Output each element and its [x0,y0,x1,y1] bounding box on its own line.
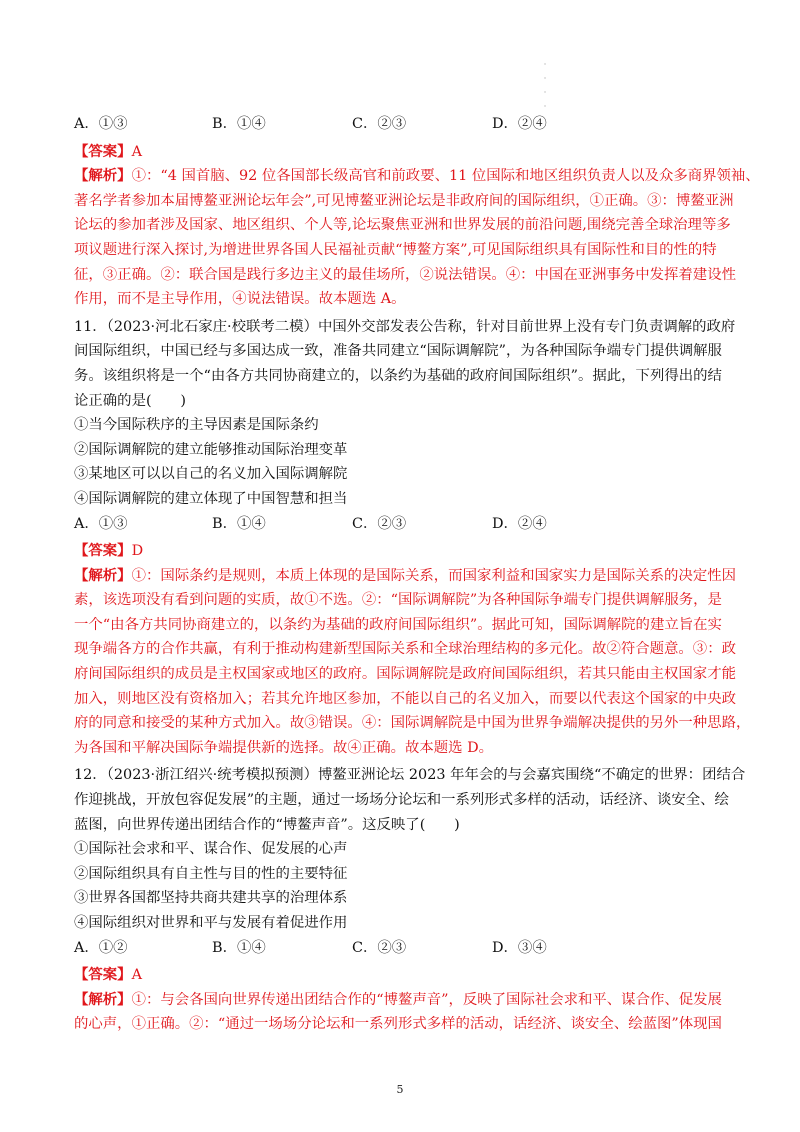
statement: ③某地区可以以自己的名义加入国际调解院 [74,466,348,483]
analysis-line: ①：“4 国首脑、92 位各国部长级高官和前政要、11 位国际和地区组织负责人以及众多商界领袖、 [131,168,760,185]
analysis-line: 现争端各方的合作共赢，有利于推动构建新型国际关系和全球治理结构的多元化。故②符合题意。③：政 [74,641,736,658]
q12-statements [74,837,726,935]
analysis-line: 府的同意和接受的某种方式加入。故③错误。④：国际调解院是中国为世界争端解决提供的另外一种思路， [74,715,751,732]
analysis-line: 作用，而不是主导作用，④说法错误。故本题选 A。 [74,291,406,308]
q12-option-a: A．①② [74,939,128,956]
q11-analysis [74,564,751,761]
margin-dots-decoration: · · · · [543,60,547,111]
statement: ①国际社会求和平、谋合作、促发展的心声 [74,841,348,858]
analysis-line: ①：与会各国向世界传递出团结合作的“博鳌声音”，反映了国际社会求和平、谋合作、促发展 [131,991,722,1008]
analysis-label: 【解析】 [74,990,132,1008]
page-content [74,112,760,1037]
q11-option-c: C．②③ [352,515,407,532]
analysis-line: 项议题进行深入探讨,为增进世界各国人民福祉贡献“博鳌方案”,可见国际组织具有国际性和目的性的特 [74,241,717,258]
answer-value: A [131,967,142,984]
q12-answer [74,963,726,988]
q11-answer [74,539,726,564]
q11-stem [74,315,736,413]
analysis-label: 【解析】 [74,167,132,185]
q10-option-d: D．②④ [492,116,547,132]
analysis-line: ①：国际条约是规则，本质上体现的是国际关系，而国家利益和国家实力是国际关系的决定性因 [131,567,736,584]
stem-line: 间国际组织，中国已经与多国达成一致，准备共同建立“国际调解院”，为各种国际争端专门提供调解服 [74,343,722,360]
stem-line: 论正确的是( ) [74,392,186,409]
statement: ②国际调解院的建立能够推动国际治理变革 [74,441,348,458]
answer-label: 【答案】 [74,142,132,160]
analysis-line: 的心声，①正确。②：“通过一场场分论坛和一系列形式多样的活动，话经济、谈安全、绘蓝图”体现国 [74,1016,722,1033]
q12-analysis [74,988,726,1037]
stem-line: 12．（2023·浙江绍兴·统考模拟预测）博鳌亚洲论坛 2023 年年会的与会嘉宾围绕“不确定的世界：团结合 [74,767,746,784]
q10-option-a: A．①③ [74,116,128,132]
page-number: 5 [396,1083,404,1096]
stem-line: 作迎挑战，开放包容促发展”的主题，通过一场场分论坛和一系列形式多样的活动，话经济、谈安全、绘 [74,792,729,809]
stem-line: 11．（2023·河北石家庄·校联考二模）中国外交部发表公告称，针对目前世界上没有专门负责调解的政府 [74,318,736,335]
q11-option-b: B．①④ [212,515,266,532]
answer-value: D [131,543,144,560]
answer-value: A [131,143,142,160]
stem-line: 务。该组织将是一个“由各方共同协商建立的，以条约为基础的政府间国际组织”。据此，下列得出的结 [74,367,722,384]
answer-label: 【答案】 [74,542,132,560]
analysis-line: 为各国和平解决国际争端提供新的选择。故④正确。故本题选 D。 [74,739,494,756]
analysis-line: 素，该选项没有看到问题的实质，故①不选。②：“国际调解院”为各种国际争端专门提供调解服务，是 [74,592,722,609]
q10-option-b: B．①④ [212,116,266,132]
statement: ③世界各国都坚持共商共建共享的治理体系 [74,890,348,907]
analysis-line: 加入，则地区没有资格加入；若其允许地区参加，不能以自己的名义加入，而要以代表这个国家的中央政 [74,690,736,707]
analysis-line: 论坛的参加者涉及国家、地区组织、个人等,论坛聚焦亚洲和世界发展的前沿问题,围绕完善全球治理等多 [74,217,731,234]
analysis-line: 一个“由各方共同协商建立的，以条约为基础的政府间国际组织”。据此可知，国际调解院的建立旨在实 [74,616,722,633]
statement: ②国际组织具有自主性与目的性的主要特征 [74,865,348,882]
q12-option-b: B．①④ [212,939,266,956]
q10-analysis [74,164,760,312]
analysis-line: 著名学者参加本届博鳌亚洲论坛年会”,可见博鳌亚洲论坛是非政府间的国际组织，①正确。③：博鳌亚洲 [74,192,734,209]
q12-options [74,936,726,961]
q11-option-d: D．②④ [492,515,547,532]
q10-options [74,112,726,137]
q10-option-c: C．②③ [352,116,407,132]
analysis-line: 府间国际组织的成员是主权国家或地区的政府。国际调解院是政府间国际组织，若其只能由主权国家才能 [74,666,736,683]
statement: ④国际组织对世界和平与发展有着促进作用 [74,915,348,931]
q12-stem [74,763,746,837]
analysis-label: 【解析】 [74,566,132,584]
q11-option-a: A．①③ [74,515,128,532]
analysis-line: 征，③正确。②：联合国是践行多边主义的最佳场所，②说法错误。④：中国在亚洲事务中发挥着建设性 [74,266,736,283]
statement: ①当今国际秩序的主导因素是国际条约 [74,417,319,434]
q11-options [74,512,726,537]
stem-line: 蓝图，向世界传递出团结合作的“博鳌声音”。这反映了( ) [74,816,460,833]
answer-label: 【答案】 [74,966,132,984]
statement: ④国际调解院的建立体现了中国智慧和担当 [74,490,348,507]
q12-option-d: D．③④ [492,939,547,956]
q10-answer [74,140,726,165]
q12-option-c: C．②③ [352,939,407,956]
q11-statements [74,413,726,511]
